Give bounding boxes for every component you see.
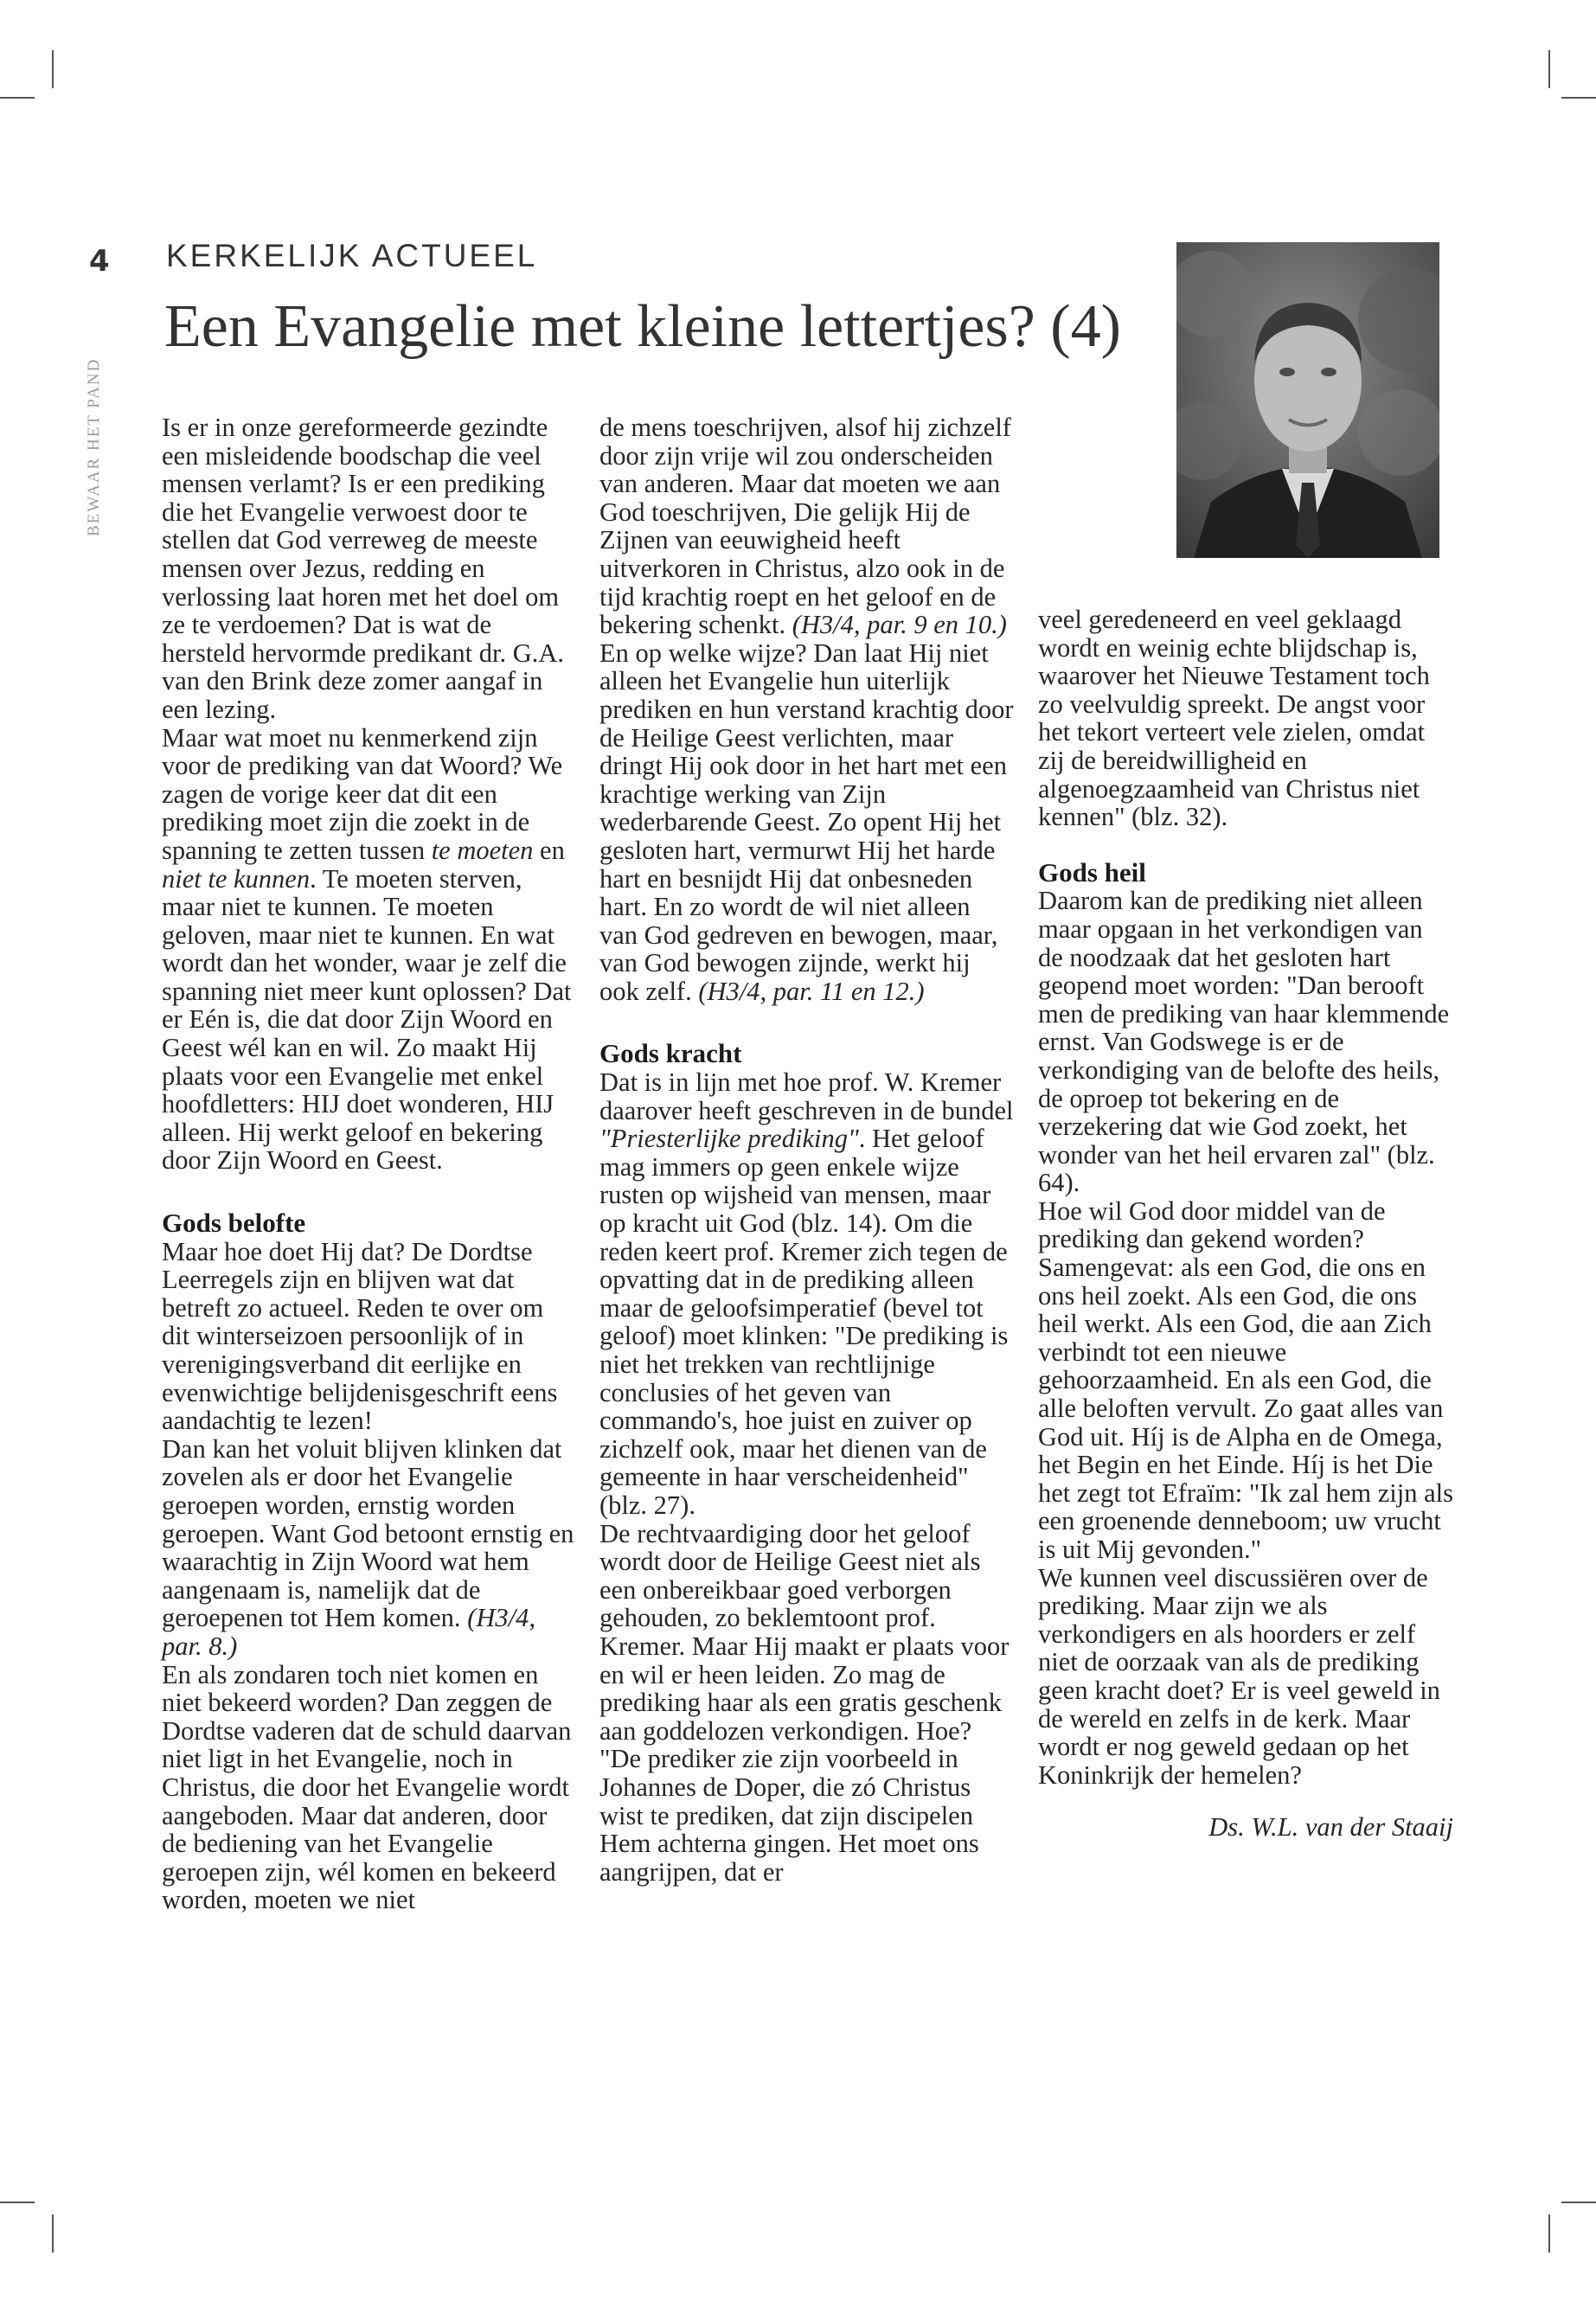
section-label: KERKELIJK ACTUEEL	[166, 238, 538, 273]
section-heading: Gods heil	[1038, 856, 1146, 888]
crop-mark	[52, 2214, 54, 2253]
paragraph: Dat is in lijn met hoe prof. W. Kremer daarover heeft geschreven in de bundel "Priesterlijke prediking". Het geloof mag immers op geen enkele wijze rusten op wijsheid van mensen, maar op kracht uit God (blz. 14). Om die reden keert prof. Kremer zich tegen de opvatting dat in de prediking alleen maar de geloofsimperatief (bevel tot geloof) moet klinken: "De prediking is niet het trekken van rechtlijnige conclusies of het geven van commando's, hoe juist en zuiver op zichzelf ook, maar het dienen van de gemeente in haar verscheidenheid" (blz. 27).	[599, 1067, 1014, 1520]
article-title: Een Evangelie met kleine lettertjes? (4)	[164, 293, 1121, 360]
paragraph: Maar wat moet nu kenmerkend zijn voor de prediking van dat Woord? We zagen de vorige keer dat dit een prediking moet zijn die zoekt in de spanning te zetten tussen te moeten en niet te kunnen. Te moeten sterven, maar niet te kunnen. Te moeten geloven, maar niet te kunnen. En wat wordt dan het wonder, waar je zelf die spanning niet meer kunt oplossen? Dat er Eén is, die dat door Zijn Woord en Geest wél kan en wil. Zo maakt Hij plaats voor een Evangelie met enkel hoofdletters: HIJ doet wonderen, HIJ alleen. Hij werkt geloof en bekering door Zijn Woord en Geest.	[162, 722, 572, 1176]
author-signature: Ds. W.L. van der Staaij	[1208, 1812, 1453, 1843]
paragraph: Is er in onze gereformeerde gezindte een misleidende boodschap die veel mensen verlamt? Is er een prediking die het Evangelie verwoest door te stellen dat God verreweg de meeste mensen over Jezus, redding en verlossing laat horen met het doel om ze te verdoemen? Dat is wat de hersteld hervormde predikant dr. G.A. van den Brink deze zomer aangaf in een lezing.	[162, 413, 564, 724]
paragraph: De rechtvaardiging door het geloof wordt door de Heilige Geest niet als een onbereikbaar goed verborgen gehouden, zo beklemtoont prof. Kremer. Maar Hij maakt er plaats voor en wil er heen leiden. Zo mag de prediking haar als een gratis geschenk aan goddelozen verkondigen. Hoe? "De prediker zie zijn voorbeeld in Johannes de Doper, die zó Christus wist te prediken, dat zijn discipelen Hem achterna gingen. Het moet ons aangrijpen, dat er	[599, 1518, 1010, 1887]
paragraph: Maar hoe doet Hij dat? De Dordtse Leerregels zijn en blijven wat dat betreft zo actueel. Reden te over om dit winterseizoen persoonlijk of in verenigingsverband dit eerlijke en evenwichtige belijdenisgeschrift eens aandachtig te lezen!	[162, 1236, 558, 1436]
crop-mark	[1548, 50, 1550, 88]
section-heading: Gods belofte	[162, 1208, 306, 1239]
paragraph: En als zondaren toch niet komen en niet bekeerd worden? Dan zeggen de Dordtse vaderen dat de schuld daarvan niet ligt in het Evangelie, noch in Christus, die door het Evangelie wordt aangeboden. Maar dat anderen, door de bediening van het Evangelie geroepen zijn, wél komen en bekeerd worden, moeten we niet	[162, 1659, 572, 1915]
crop-mark	[52, 50, 54, 88]
section-heading: Gods kracht	[599, 1038, 742, 1069]
author-photo	[1176, 242, 1439, 558]
crop-mark	[1561, 2202, 1596, 2203]
crop-mark	[1561, 97, 1596, 99]
article-column-1	[162, 413, 577, 1914]
page-number: 4	[89, 244, 110, 279]
author-portrait-image	[1176, 242, 1439, 558]
crop-mark	[1548, 2214, 1550, 2253]
paragraph: We kunnen veel discussiëren over de prediking. Maar zijn we als verkondigers en als hoorders er zelf niet de oorzaak van als de prediking geen kracht doet? Er is veel geweld in de wereld en zelfs in de kerk. Maar wordt er nog geweld gedaan op het Koninkrijk der hemelen?	[1038, 1562, 1440, 1790]
article-column-3	[1038, 606, 1453, 1842]
running-side-text: BEWAAR HET PAND	[85, 357, 103, 536]
paragraph: de mens toeschrijven, alsof hij zichzelf door zijn vrije wil zou onderscheiden van anderen. Maar dat moeten we aan God toeschrijven, Die gelijk Hij de Zijnen van eeuwigheid heeft uitverkoren in Christus, alzo ook in de tijd krachtig roept en het geloof en de bekering schenkt. (H3/4, par. 9 en 10.)	[599, 413, 1011, 640]
paragraph: Daarom kan de prediking niet alleen maar opgaan in het verkondigen van de noodzaak dat het gesloten hart geopend moet worden: "Dan berooft men de prediking van haar klemmende ernst. Van Godswege is er de verkondiging van de belofte des heils, de oproep tot bekering en de verzekering dat wie God zoekt, het wonder van het heil ervaren zal" (blz. 64).	[1038, 886, 1450, 1198]
paragraph: En op welke wijze? Dan laat Hij niet alleen het Evangelie hun uiterlijk prediken en hun verstand krachtig door de Heilige Geest verlichten, maar dringt Hij ook door in het hart met een krachtige werking van Zijn wederbarende Geest. Zo opent Hij het gesloten hart, vermurwt Hij het harde hart en besnijdt Hij dat onbesneden hart. En zo wordt de wil niet alleen van God gedreven en bewogen, maar, van God bewogen zijnde, werkt hij ook zelf. (H3/4, par. 11 en 12.)	[599, 638, 1014, 1006]
crop-mark	[0, 97, 35, 99]
paragraph: Hoe wil God door middel van de prediking dan gekend worden? Samengevat: als een God, die ons en ons heil zoekt. Als een God, die ons heil werkt. Als een God, die aan Zich verbindt tot een nieuwe gehoorzaamheid. En als een God, die alle beloften vervult. Zo gaat alles van God uit. Híj is de Alpha en de Omega, het Begin en het Einde. Híj is het Die het zegt tot Efraïm: "Ik zal hem zijn als een groenende denneboom; uw vrucht is uit Mij gevonden."	[1038, 1195, 1453, 1564]
paragraph: Dan kan het voluit blijven klinken dat zovelen als er door het Evangelie geroepen worden, ernstig worden geroepen. Want God betoont ernstig en waarachtig in Zijn Woord wat hem aangenaam is, namelijk dat de geroepenen tot Hem komen. (H3/4, par. 8.)	[162, 1433, 574, 1661]
crop-mark	[0, 2202, 35, 2203]
paragraph: veel geredeneerd en veel geklaagd wordt en weinig echte blijdschap is, waarover het Nieuwe Testament toch zo veelvuldig spreekt. De angst voor het tekort verteert vele zielen, omdat zij de bereidwilligheid en algenoegzaamheid van Christus niet kennen" (blz. 32).	[1038, 605, 1430, 832]
article-column-2	[599, 413, 1015, 1886]
